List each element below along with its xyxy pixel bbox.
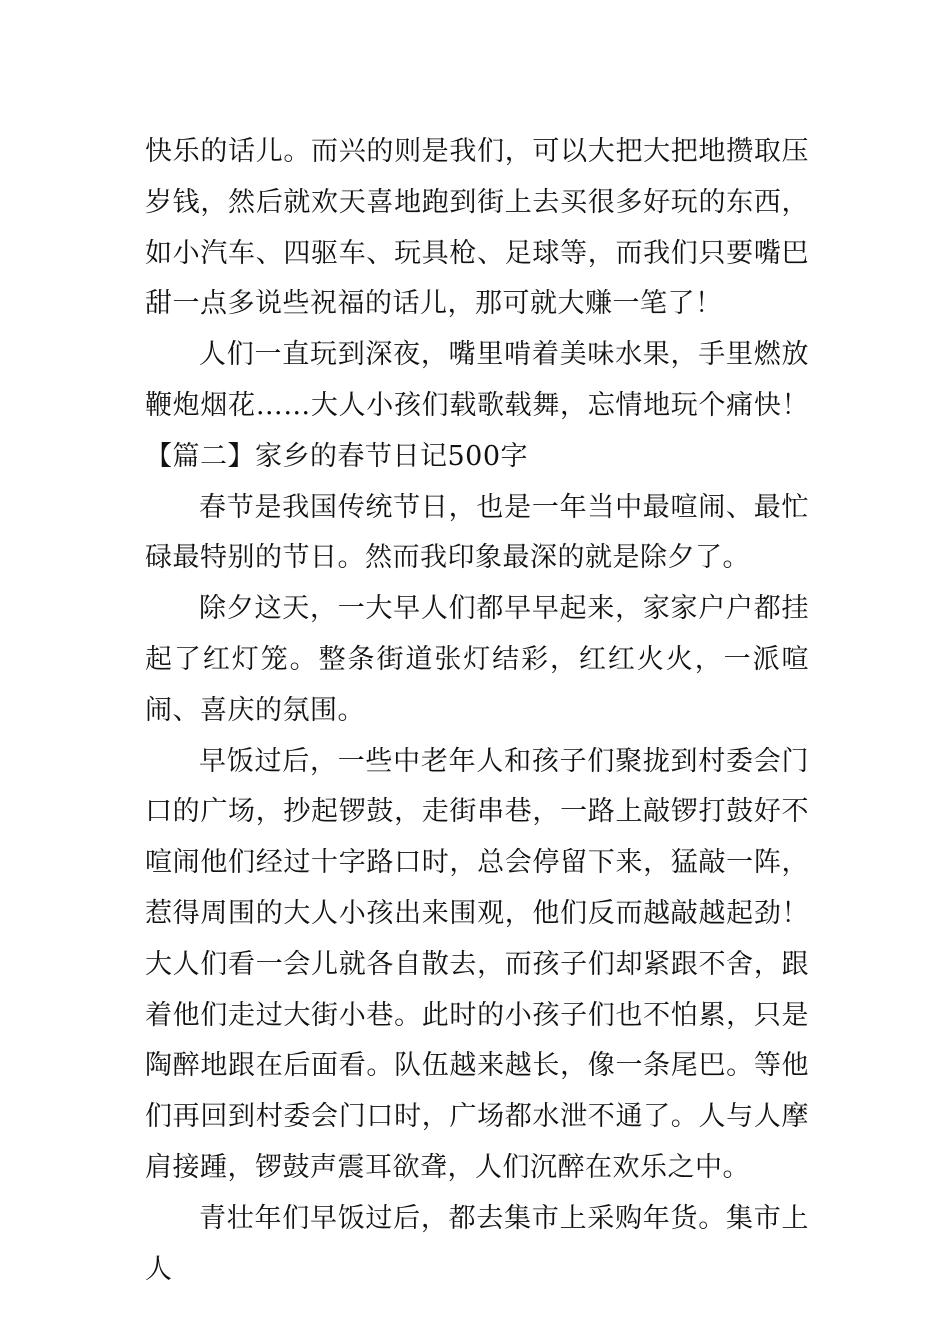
body-text — [145, 127, 809, 1295]
paragraph: 人们一直玩到深夜，嘴里啃着美味水果，手里燃放鞭炮烟花……大人小孩们载歌载舞，忘情地玩个痛快！【篇二】家乡的春节日记500字 — [145, 339, 809, 472]
paragraph-continuation: 快乐的话儿。而兴的则是我们，可以大把大把地攒取压岁钱，然后就欢天喜地跑到街上去买很多好玩的东西，如小汽车、四驱车、玩具枪、足球等，而我们只要嘴巴甜一点多说些祝福的话儿，那可就大赚一笔了！ — [145, 136, 809, 320]
paragraph: 春节是我国传统节日，也是一年当中最喧闹、最忙碌最特别的节日。然而我印象最深的就是除夕了。 — [145, 491, 809, 574]
paragraph: 青壮年们早饭过后，都去集市上采购年货。集市上人 — [145, 1202, 809, 1285]
paragraph: 除夕这天，一大早人们都早早起来，家家户户都挂起了红灯笼。整条街道张灯结彩，红红火火，一派喧闹、喜庆的氛围。 — [145, 593, 809, 726]
paragraph: 早饭过后，一些中老年人和孩子们聚拢到村委会门口的广场，抄起锣鼓，走街串巷，一路上敲锣打鼓好不喧闹他们经过十字路口时，总会停留下来，猛敲一阵，惹得周围的大人小孩出来围观，他们反而越敲越起劲！大人们看一会儿就各自散去，而孩子们却紧跟不舍，跟着他们走过大街小巷。此时的小孩子们也不怕累，只是陶醉地跟在后面看。队伍越来越长，像一条尾巴。等他们再回到村委会门口时，广场都水泄不通了。人与人摩肩接踵，锣鼓声震耳欲聋，人们沉醉在欢乐之中。 — [145, 745, 809, 1183]
